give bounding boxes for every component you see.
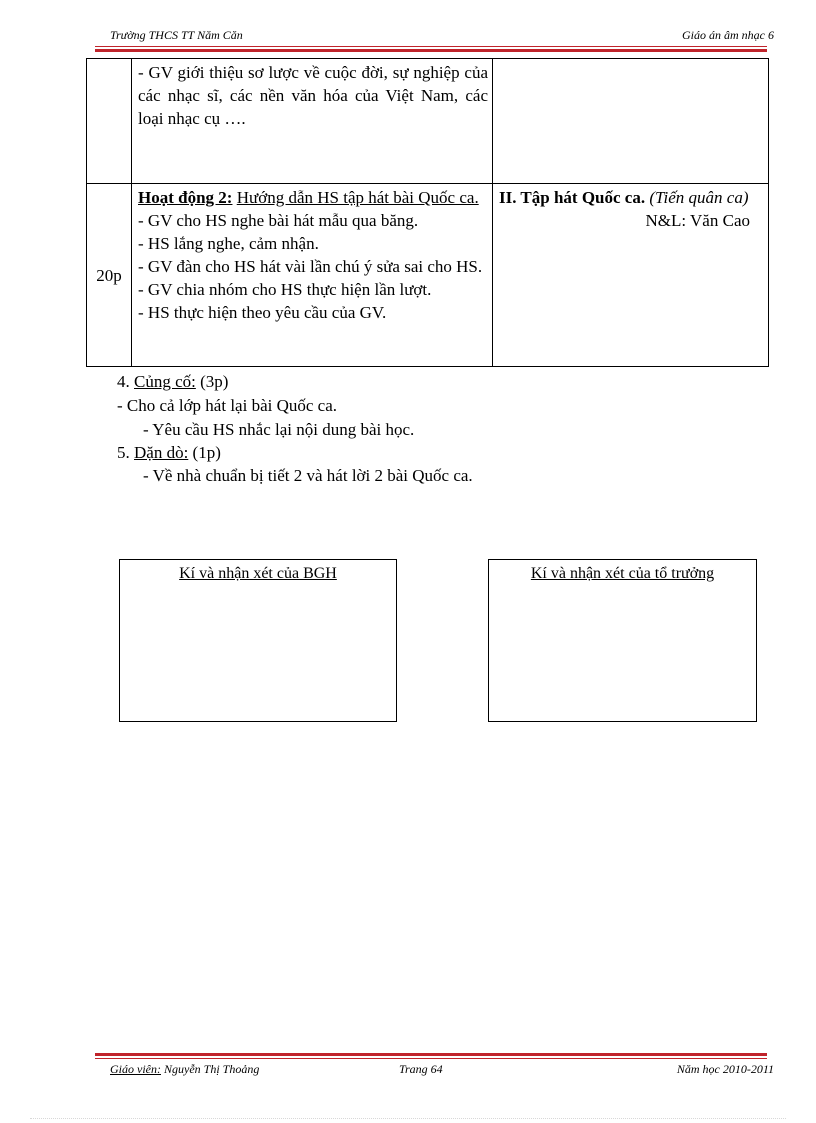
signature-title: Kí và nhận xét của BGH	[179, 565, 337, 582]
footer-rule-thin	[95, 1058, 767, 1059]
header-school: Trường THCS TT Năm Căn	[110, 28, 243, 42]
homework-heading	[117, 441, 221, 464]
activity-title: Hướng dẫn HS tập hát bài Quốc ca.	[236, 188, 479, 207]
footer-teacher	[110, 1062, 259, 1077]
header-rule-thick	[95, 49, 767, 52]
activity-line: - GV đàn cho HS hát vài lần chú ý sửa sai cho HS.	[138, 257, 483, 276]
footer-page: Trang 64	[399, 1062, 443, 1076]
time-cell	[87, 59, 132, 184]
activity-text: - GV giới thiệu sơ lược về cuộc đời, sự nghiệp của các nhạc sĩ, các nền văn hóa của Việt Nam, các loại nhạc cụ ….	[138, 63, 488, 128]
header-rule-thin	[95, 46, 767, 47]
lesson-table	[86, 58, 769, 367]
content-cell	[493, 184, 769, 367]
content-note: (Tiến quân ca)	[649, 188, 749, 207]
signature-title: Kí và nhận xét của tổ trưởng	[530, 565, 715, 582]
consolidation-item: - Yêu cầu HS nhắc lại nội dung bài học.	[143, 420, 415, 439]
content-heading	[499, 186, 764, 209]
activity-heading	[138, 186, 488, 209]
activity-label: Hoạt động 2:	[138, 188, 233, 207]
homework-item: - Về nhà chuẩn bị tiết 2 và hát lời 2 bài Quốc ca.	[143, 466, 473, 485]
footer-rule-thick	[95, 1053, 767, 1056]
consolidation-number: 4.	[117, 372, 130, 391]
time-cell: 20p	[87, 184, 132, 367]
footer-year: Năm học 2010-2011	[676, 1062, 774, 1076]
activity-line: - HS thực hiện theo yêu cầu của GV.	[138, 303, 387, 322]
content-cell	[493, 59, 769, 184]
consolidation-heading	[117, 370, 228, 393]
activity-cell	[132, 59, 493, 184]
table-row	[87, 59, 769, 184]
activity-line: - GV chia nhóm cho HS thực hiện lần lượt.	[138, 280, 432, 299]
table-row	[87, 184, 769, 367]
content-title: II. Tập hát Quốc ca.	[499, 188, 646, 207]
content-author: N&L: Văn Cao	[645, 211, 750, 230]
activity-line: - GV cho HS nghe bài hát mẫu qua băng.	[138, 211, 419, 230]
homework-number: 5.	[117, 443, 130, 462]
footer-teacher-label: Giáo viên:	[110, 1062, 161, 1076]
activity-cell	[132, 184, 493, 367]
homework-label: Dặn dò:	[134, 443, 189, 462]
page-edge	[30, 1118, 786, 1119]
activity-line: - HS lắng nghe, cảm nhận.	[138, 234, 319, 253]
signature-box-principal	[119, 559, 397, 722]
homework-time: (1p)	[192, 443, 221, 462]
footer-teacher-name: Nguyễn Thị Thoảng	[163, 1062, 260, 1076]
consolidation-time: (3p)	[200, 372, 229, 391]
consolidation-item: - Cho cả lớp hát lại bài Quốc ca.	[117, 396, 337, 415]
signature-box-team-leader	[488, 559, 757, 722]
consolidation-label: Củng cố:	[134, 372, 196, 391]
header-subject: Giáo án âm nhạc 6	[682, 28, 774, 42]
